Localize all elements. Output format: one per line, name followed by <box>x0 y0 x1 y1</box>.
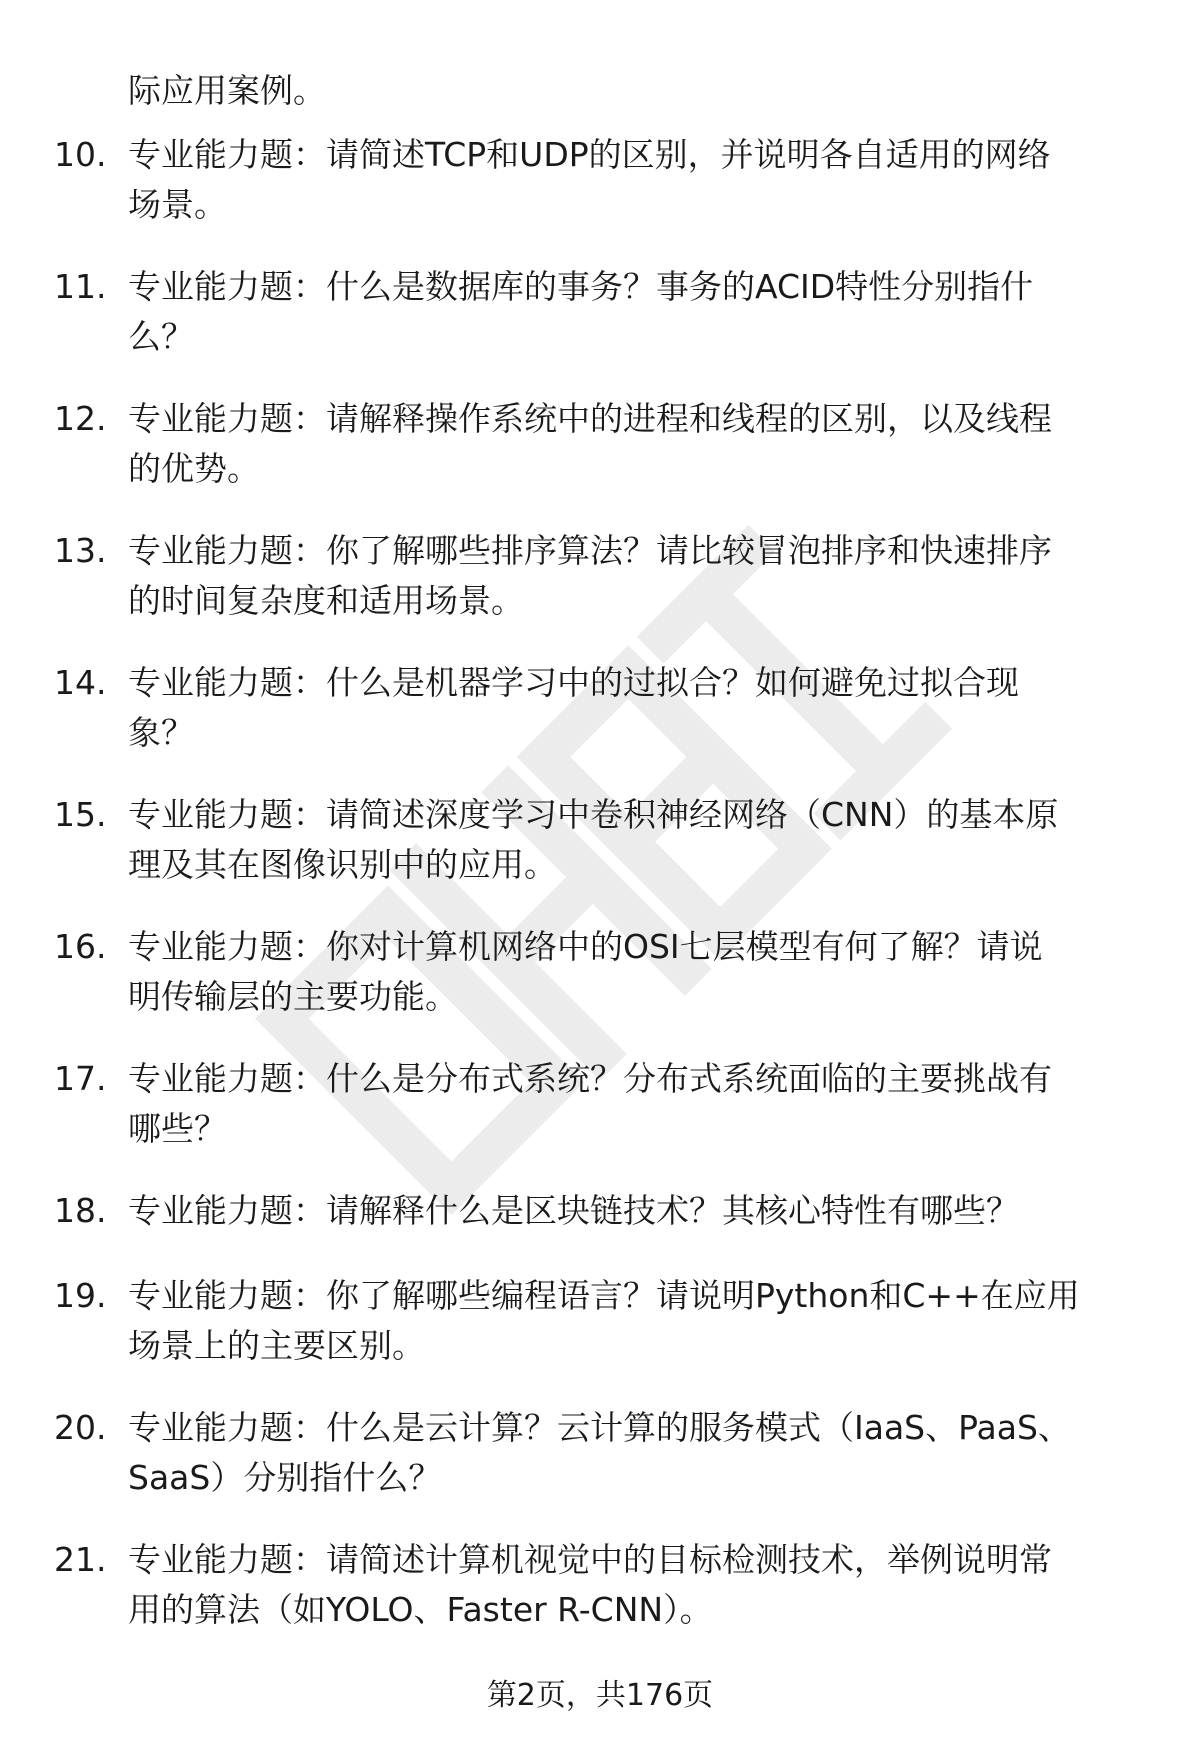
question-text <box>128 1535 1163 1635</box>
question-text <box>128 130 1163 230</box>
list-item <box>0 658 1200 790</box>
question-line: 专业能力题：什么是云计算？云计算的服务模式（IaaS、PaaS、 <box>128 1408 1071 1447</box>
question-text <box>128 262 1163 362</box>
question-number: 20. <box>54 1408 107 1447</box>
question-line: 专业能力题：你了解哪些编程语言？请说明Python和C++在应用 <box>128 1276 1080 1315</box>
list-item <box>0 922 1200 1054</box>
question-number: 10. <box>54 135 107 174</box>
question-number: 13. <box>54 531 107 570</box>
question-text <box>128 922 1163 1022</box>
list-item <box>0 394 1200 526</box>
question-number: 19. <box>54 1276 107 1315</box>
question-number: 15. <box>54 795 107 834</box>
list-item <box>0 1403 1200 1535</box>
continuation-text: 际应用案例。 <box>128 71 326 110</box>
question-line: 场景。 <box>128 185 227 224</box>
question-text <box>128 658 1163 758</box>
question-line: 专业能力题：什么是机器学习中的过拟合？如何避免过拟合现 <box>128 663 1019 702</box>
question-text <box>128 1271 1163 1371</box>
question-number: 16. <box>54 927 107 966</box>
question-line: 专业能力题：你对计算机网络中的OSI七层模型有何了解？请说 <box>128 927 1043 966</box>
list-item <box>0 1054 1200 1186</box>
question-text <box>128 1403 1163 1503</box>
question-number: 12. <box>54 399 107 438</box>
list-item <box>0 790 1200 922</box>
question-line: 理及其在图像识别中的应用。 <box>128 845 557 884</box>
list-item <box>0 130 1200 262</box>
question-number: 17. <box>54 1059 107 1098</box>
question-line: 专业能力题：什么是分布式系统？分布式系统面临的主要挑战有 <box>128 1059 1052 1098</box>
question-line: 象？ <box>128 713 194 752</box>
list-item <box>0 526 1200 658</box>
question-line: SaaS）分别指什么？ <box>128 1458 442 1497</box>
question-line: 的优势。 <box>128 449 260 488</box>
question-line: 场景上的主要区别。 <box>128 1326 425 1365</box>
question-text <box>128 526 1163 626</box>
question-text <box>128 1054 1163 1154</box>
question-line: 专业能力题：请解释操作系统中的进程和线程的区别，以及线程 <box>128 399 1052 438</box>
question-line: 专业能力题：请解释什么是区块链技术？其核心特性有哪些？ <box>128 1191 1019 1230</box>
question-line: 专业能力题：请简述TCP和UDP的区别，并说明各自适用的网络 <box>128 135 1051 174</box>
question-number: 11. <box>54 267 107 306</box>
question-number: 14. <box>54 663 107 702</box>
list-item <box>0 1535 1200 1667</box>
question-list <box>0 130 1200 1667</box>
question-line: 专业能力题：请简述计算机视觉中的目标检测技术，举例说明常 <box>128 1540 1052 1579</box>
list-item <box>0 262 1200 394</box>
question-text <box>128 394 1163 494</box>
list-item <box>0 1186 1200 1271</box>
question-line: 么？ <box>128 317 194 356</box>
question-text <box>128 790 1163 890</box>
question-line: 哪些？ <box>128 1109 227 1148</box>
list-item <box>0 1271 1200 1403</box>
question-line: 明传输层的主要功能。 <box>128 977 458 1016</box>
question-line: 的时间复杂度和适用场景。 <box>128 581 524 620</box>
question-line: 专业能力题：你了解哪些排序算法？请比较冒泡排序和快速排序 <box>128 531 1052 570</box>
question-line: 专业能力题：请简述深度学习中卷积神经网络（CNN）的基本原 <box>128 795 1059 834</box>
question-text <box>128 1186 1163 1236</box>
question-line: 专业能力题：什么是数据库的事务？事务的ACID特性分别指什 <box>128 267 1034 306</box>
question-line: 用的算法（如YOLO、Faster R-CNN）。 <box>128 1590 713 1629</box>
question-number: 18. <box>54 1191 107 1230</box>
question-number: 21. <box>54 1540 107 1579</box>
page-footer: 第2页，共176页 <box>486 1678 714 1713</box>
